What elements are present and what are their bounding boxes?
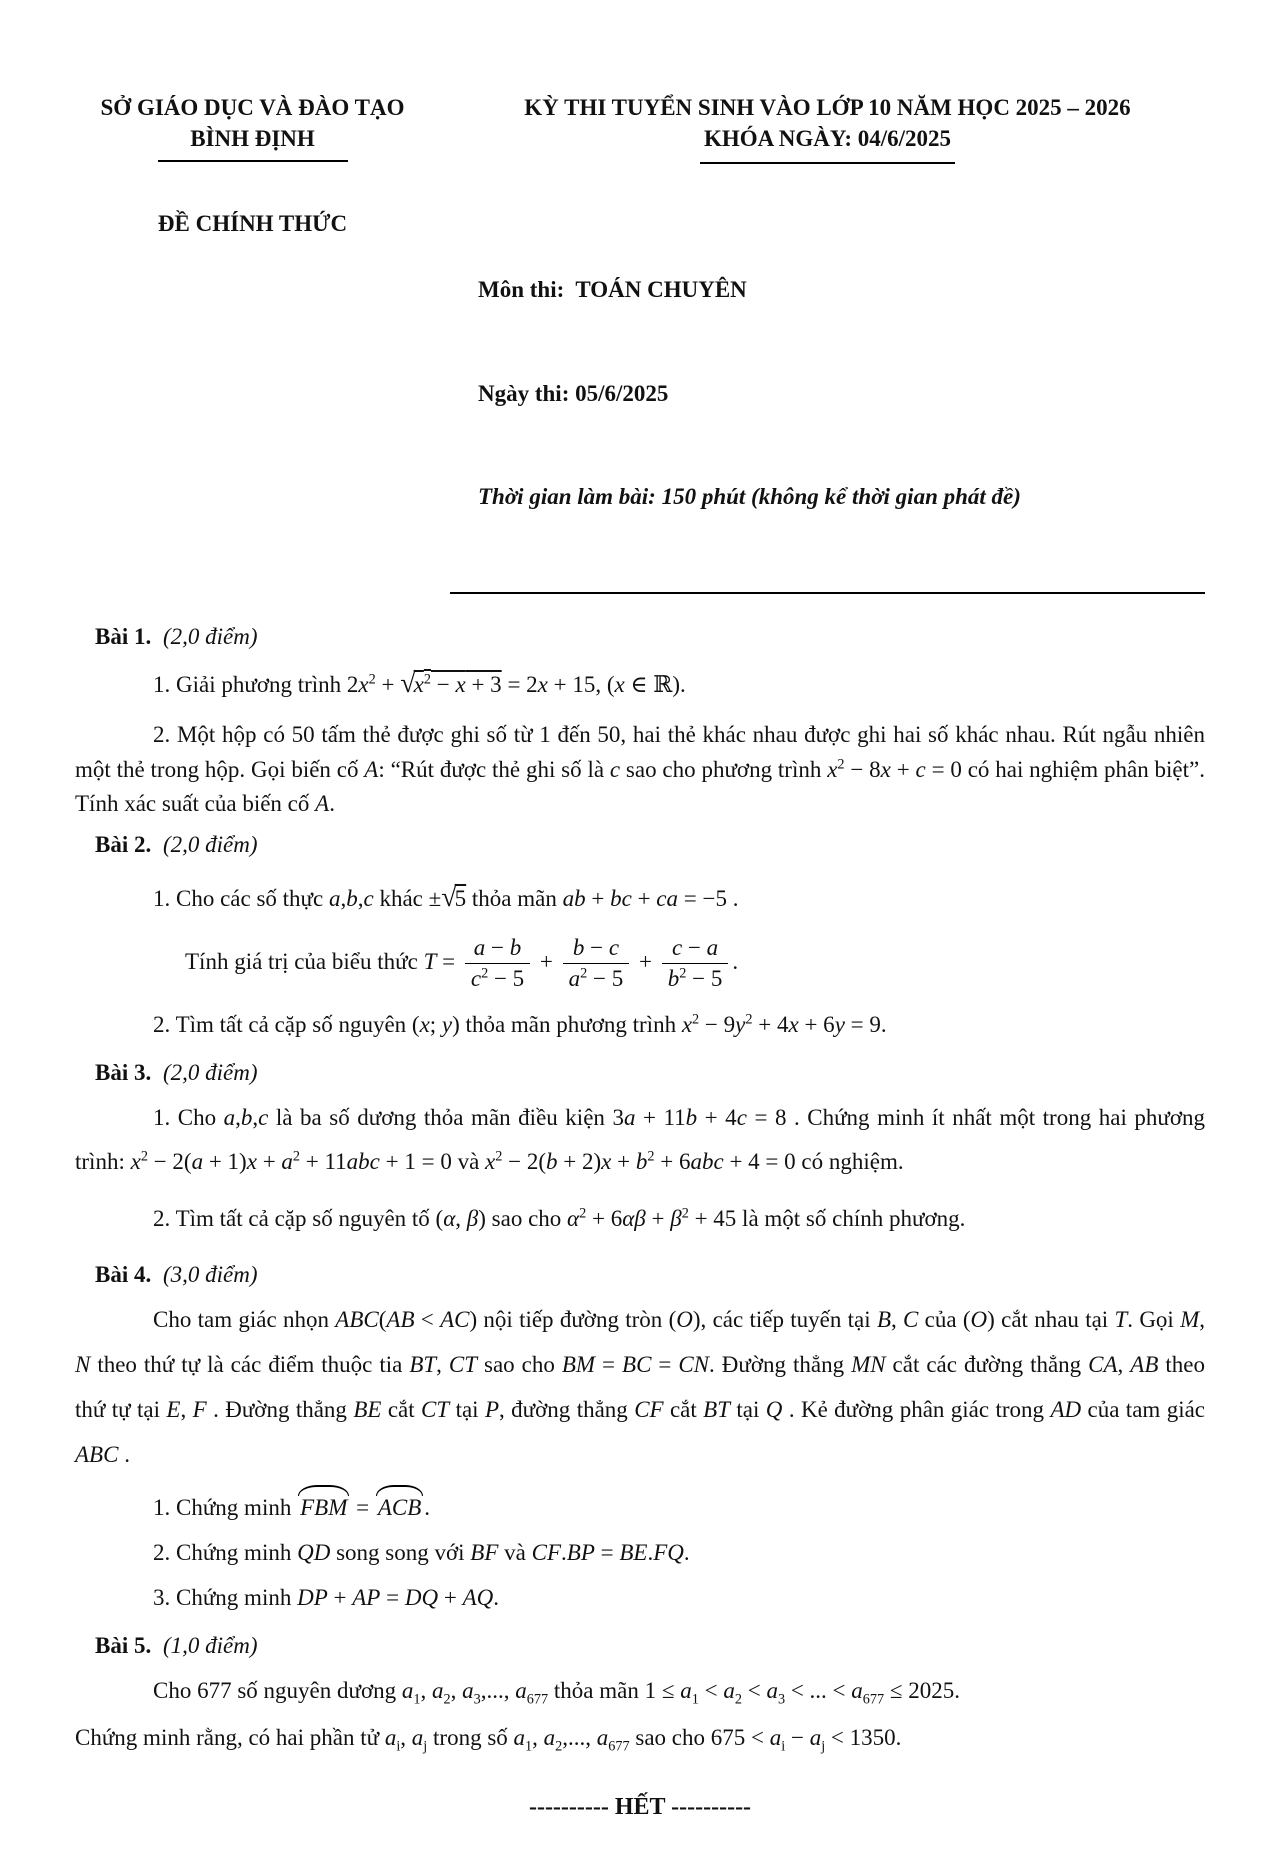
problem-5-heading [95,1633,1205,1659]
problem-4-item-3: 3. Chứng minh DP + AP = DQ + AQ. [153,1585,499,1610]
problem-5-line-2: Chứng minh rằng, có hai phần tử $a_i$, $a_j$ trong số $a_1$, $a_2$,..., $a_{677}$ sao cho $675 < a_i - a_j < 1350$. [75,1724,902,1755]
end-text: ---------- HẾT ---------- [528,1794,752,1821]
problem-2-heading [95,832,1205,858]
problem-4-heading [95,1262,1205,1288]
problem-1-heading [95,624,1205,650]
exam-session: KHÓA NGÀY: 04/6/2025 [703,126,952,152]
problem-1-points: (2,0 điểm) [162,623,258,649]
department-name: SỞ GIÁO DỤC VÀ ĐÀO TẠO [100,95,405,120]
problem-4-item-2: 2. Chứng minh QD song song với BF và CF.BP = BE.FQ. [153,1540,690,1566]
problem-2-part-2: 2. Tìm tất cả cặp số nguyên (x; y) thỏa mãn phương trình $x^2 - 9y^2 + 4x + 6y = 9$. [153,1011,887,1037]
province-name: BÌNH ĐỊNH [190,126,315,152]
problem-4-points: (3,0 điểm) [162,1262,258,1288]
problem-3-points: (2,0 điểm) [162,1059,258,1085]
exam-header [75,92,1205,594]
header-bottom-rule [450,592,1205,594]
problem-3-label: Bài 3. [95,1059,152,1085]
exam-title: KỲ THI TUYỂN SINH VÀO LỚP 10 NĂM HỌC 2025 – 2026 [524,95,1131,120]
end-marker [75,1794,1205,1821]
problem-1-part-1: 1. Giải phương trình $2x^2 + √x^2 - x + 3 = 2x + 15$, (x ∈ ℝ). [153,667,686,699]
exam-body [75,624,1205,1761]
problem-1-label: Bài 1. [95,623,152,649]
problem-2-part-1-formula: Tính giá trị của biểu thức T = $\frac{a - b}{c^2 - 5}$ + $\frac{b - c}{a^2 - 5}$ + $\frac{c - a}{b^2 - 5}$ . [185,934,739,992]
problem-2-part-1: 1. Cho các số thực a,b,c khác ±√5 thỏa mãn ab + bc + ca = −5 . [153,881,739,913]
header-left-divider [158,160,348,162]
exam-info-block [450,92,1205,594]
header-right-divider [700,162,955,164]
problem-4-label: Bài 4. [95,1262,152,1288]
subject-line: Môn thi: TOÁN CHUYÊN [478,277,747,303]
official-exam-label: ĐỀ CHÍNH THỨC [157,211,348,237]
duration-line: Thời gian làm bài: 150 phút (không kể thời gian phát đề) [478,484,1021,510]
issuing-authority-block [75,92,430,239]
problem-5-intro: Cho 677 số nguyên dương $a_1$, $a_2$, $a_3$,..., $a_{677}$ thỏa mãn $1 \le a_1 < a_2 < a_3$ < ... < $a_{677} \le 2025$. [153,1677,961,1708]
problem-3-heading [95,1060,1205,1086]
problem-3-part-1: 1. Cho a,b,c là ba số dương thỏa mãn điều kiện 3a + 11b + 4c = 8 . Chứng minh ít nhất một trong hai phương trình: $x^2 - 2(a + 1)x + a^2 + 11abc + 1 = 0$ và $x^2 - 2(b + 2)x + b^2 + 6abc + 4 = 0$ có nghiệm. [75,1104,1206,1175]
problem-4-item-1: 1. Chứng minh FBM = ACB . [75,1487,1205,1527]
problem-5-points: (1,0 điểm) [162,1632,258,1658]
problem-1-part-2: 2. Một hộp có 50 tấm thẻ được ghi số từ 1 đến 50, hai thẻ khác nhau được ghi hai số khác nhau. Rút ngẫu nhiên một thẻ trong hộp. Gọi biến cố A: “Rút được thẻ ghi số là c sao cho phương trình $x^2 - 8x + c = 0$ có hai nghiệm phân biệt”. Tính xác suất của biến cố A. [75,722,1205,817]
problem-4-intro: Cho tam giác nhọn ABC(AB < AC) nội tiếp đường tròn (O), các tiếp tuyến tại B, C của (O) cắt nhau tại T. Gọi M, N theo thứ tự là các điểm thuộc tia BT, CT sao cho BM = BC = CN. Đường thẳng MN cắt các đường thẳng CA, AB theo thứ tự tại E, F . Đường thẳng BE cắt CT tại P, đường thẳng CF cắt BT tại Q . Kẻ đường phân giác trong AD của tam giác ABC . [75,1307,1206,1467]
problem-2-label: Bài 2. [95,831,152,857]
problem-5-label: Bài 5. [95,1632,152,1658]
exam-details [450,204,1205,584]
problem-2-points: (2,0 điểm) [162,831,258,857]
problem-3-part-2: 2. Tìm tất cả cặp số nguyên tố (α, β) sao cho $\alpha^2 + 6\alpha\beta + \beta^2 + 45$ là một số chính phương. [153,1205,966,1232]
exam-date-line: Ngày thi: 05/6/2025 [478,380,669,406]
